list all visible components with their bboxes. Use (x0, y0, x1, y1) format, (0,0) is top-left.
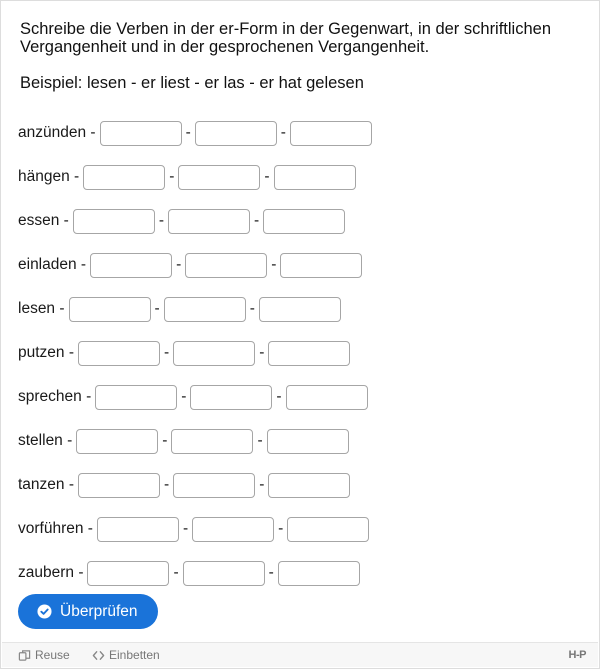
verb-row (18, 155, 588, 199)
verb-label: essen - (18, 212, 69, 229)
answer-input[interactable] (73, 209, 155, 234)
reuse-label: Reuse (35, 648, 70, 662)
answer-input[interactable] (268, 473, 350, 498)
answer-input[interactable] (267, 429, 349, 454)
answer-input[interactable] (97, 517, 179, 542)
verb-row (18, 507, 588, 551)
answer-input[interactable] (90, 253, 172, 278)
separator: - (169, 168, 175, 185)
answer-input[interactable] (95, 385, 177, 410)
verb-row (18, 551, 588, 595)
answer-input[interactable] (287, 517, 369, 542)
separator: - (249, 300, 255, 317)
answer-input[interactable] (171, 429, 253, 454)
answer-input[interactable] (290, 121, 372, 146)
separator: - (162, 432, 168, 449)
separator: - (259, 344, 265, 361)
verb-label: putzen - (18, 344, 75, 361)
verb-row (18, 199, 588, 243)
answer-input[interactable] (173, 341, 255, 366)
answer-input[interactable] (263, 209, 345, 234)
answer-input[interactable] (259, 297, 341, 322)
embed-link[interactable] (92, 648, 160, 662)
separator: - (185, 124, 191, 141)
verb-row (18, 419, 588, 463)
answer-input[interactable] (69, 297, 151, 322)
verb-row (18, 375, 588, 419)
reuse-link[interactable] (18, 648, 70, 662)
answer-input[interactable] (286, 385, 368, 410)
check-button-label: Überprüfen (60, 602, 138, 620)
verb-label: sprechen - (18, 388, 92, 405)
separator: - (278, 520, 284, 537)
reuse-icon (18, 649, 31, 662)
answer-input[interactable] (100, 121, 182, 146)
answer-input[interactable] (183, 561, 265, 586)
separator: - (176, 256, 182, 273)
separator: - (276, 388, 282, 405)
verb-row (18, 331, 588, 375)
answer-input[interactable] (83, 165, 165, 190)
embed-label: Einbetten (109, 648, 160, 662)
verb-row (18, 287, 588, 331)
separator: - (182, 520, 189, 537)
verb-label: lesen - (18, 300, 65, 317)
check-button[interactable] (18, 594, 158, 629)
verb-label: stellen - (18, 432, 73, 449)
h5p-logo: H-P (568, 649, 586, 661)
separator: - (264, 168, 270, 185)
answer-input[interactable] (280, 253, 362, 278)
answer-input[interactable] (192, 517, 274, 542)
answer-input[interactable] (164, 297, 246, 322)
answer-input[interactable] (185, 253, 267, 278)
separator: - (158, 212, 165, 229)
answer-input[interactable] (76, 429, 158, 454)
separator: - (154, 300, 160, 317)
check-circle-icon (37, 604, 52, 619)
answer-input[interactable] (168, 209, 250, 234)
verb-row (18, 243, 588, 287)
answer-input[interactable] (78, 473, 160, 498)
answer-input[interactable] (274, 165, 356, 190)
answer-input[interactable] (195, 121, 277, 146)
answer-input[interactable] (178, 165, 260, 190)
separator: - (173, 564, 179, 581)
task-example: Beispiel: lesen - er liest - er las - er hat gelesen (20, 74, 364, 92)
fill-in-rows (18, 111, 588, 595)
answer-input[interactable] (173, 473, 255, 498)
verb-label: tanzen - (18, 476, 75, 493)
task-instructions: Schreibe die Verben in der er-Form in der Gegenwart, in der schriftlichen Vergangenheit und in der gesprochenen Vergangenheit. (20, 20, 552, 56)
verb-label: anzünden - (18, 124, 96, 141)
separator: - (164, 476, 170, 493)
verb-label: zaubern - (18, 564, 84, 581)
code-icon (92, 649, 105, 662)
answer-input[interactable] (78, 341, 160, 366)
separator: - (257, 432, 263, 449)
answer-input[interactable] (87, 561, 169, 586)
separator: - (259, 476, 265, 493)
verb-row (18, 463, 588, 507)
separator: - (164, 344, 170, 361)
separator: - (254, 212, 260, 229)
answer-input[interactable] (268, 341, 350, 366)
h5p-footer (2, 642, 598, 667)
verb-label: vorführen - (18, 520, 93, 537)
verb-label: einladen - (18, 256, 87, 273)
answer-input[interactable] (278, 561, 360, 586)
verb-label: hängen - (18, 168, 80, 185)
separator: - (181, 388, 187, 405)
verb-row (18, 111, 588, 155)
separator: - (280, 124, 286, 141)
separator: - (271, 256, 277, 273)
answer-input[interactable] (190, 385, 272, 410)
separator: - (268, 564, 274, 581)
